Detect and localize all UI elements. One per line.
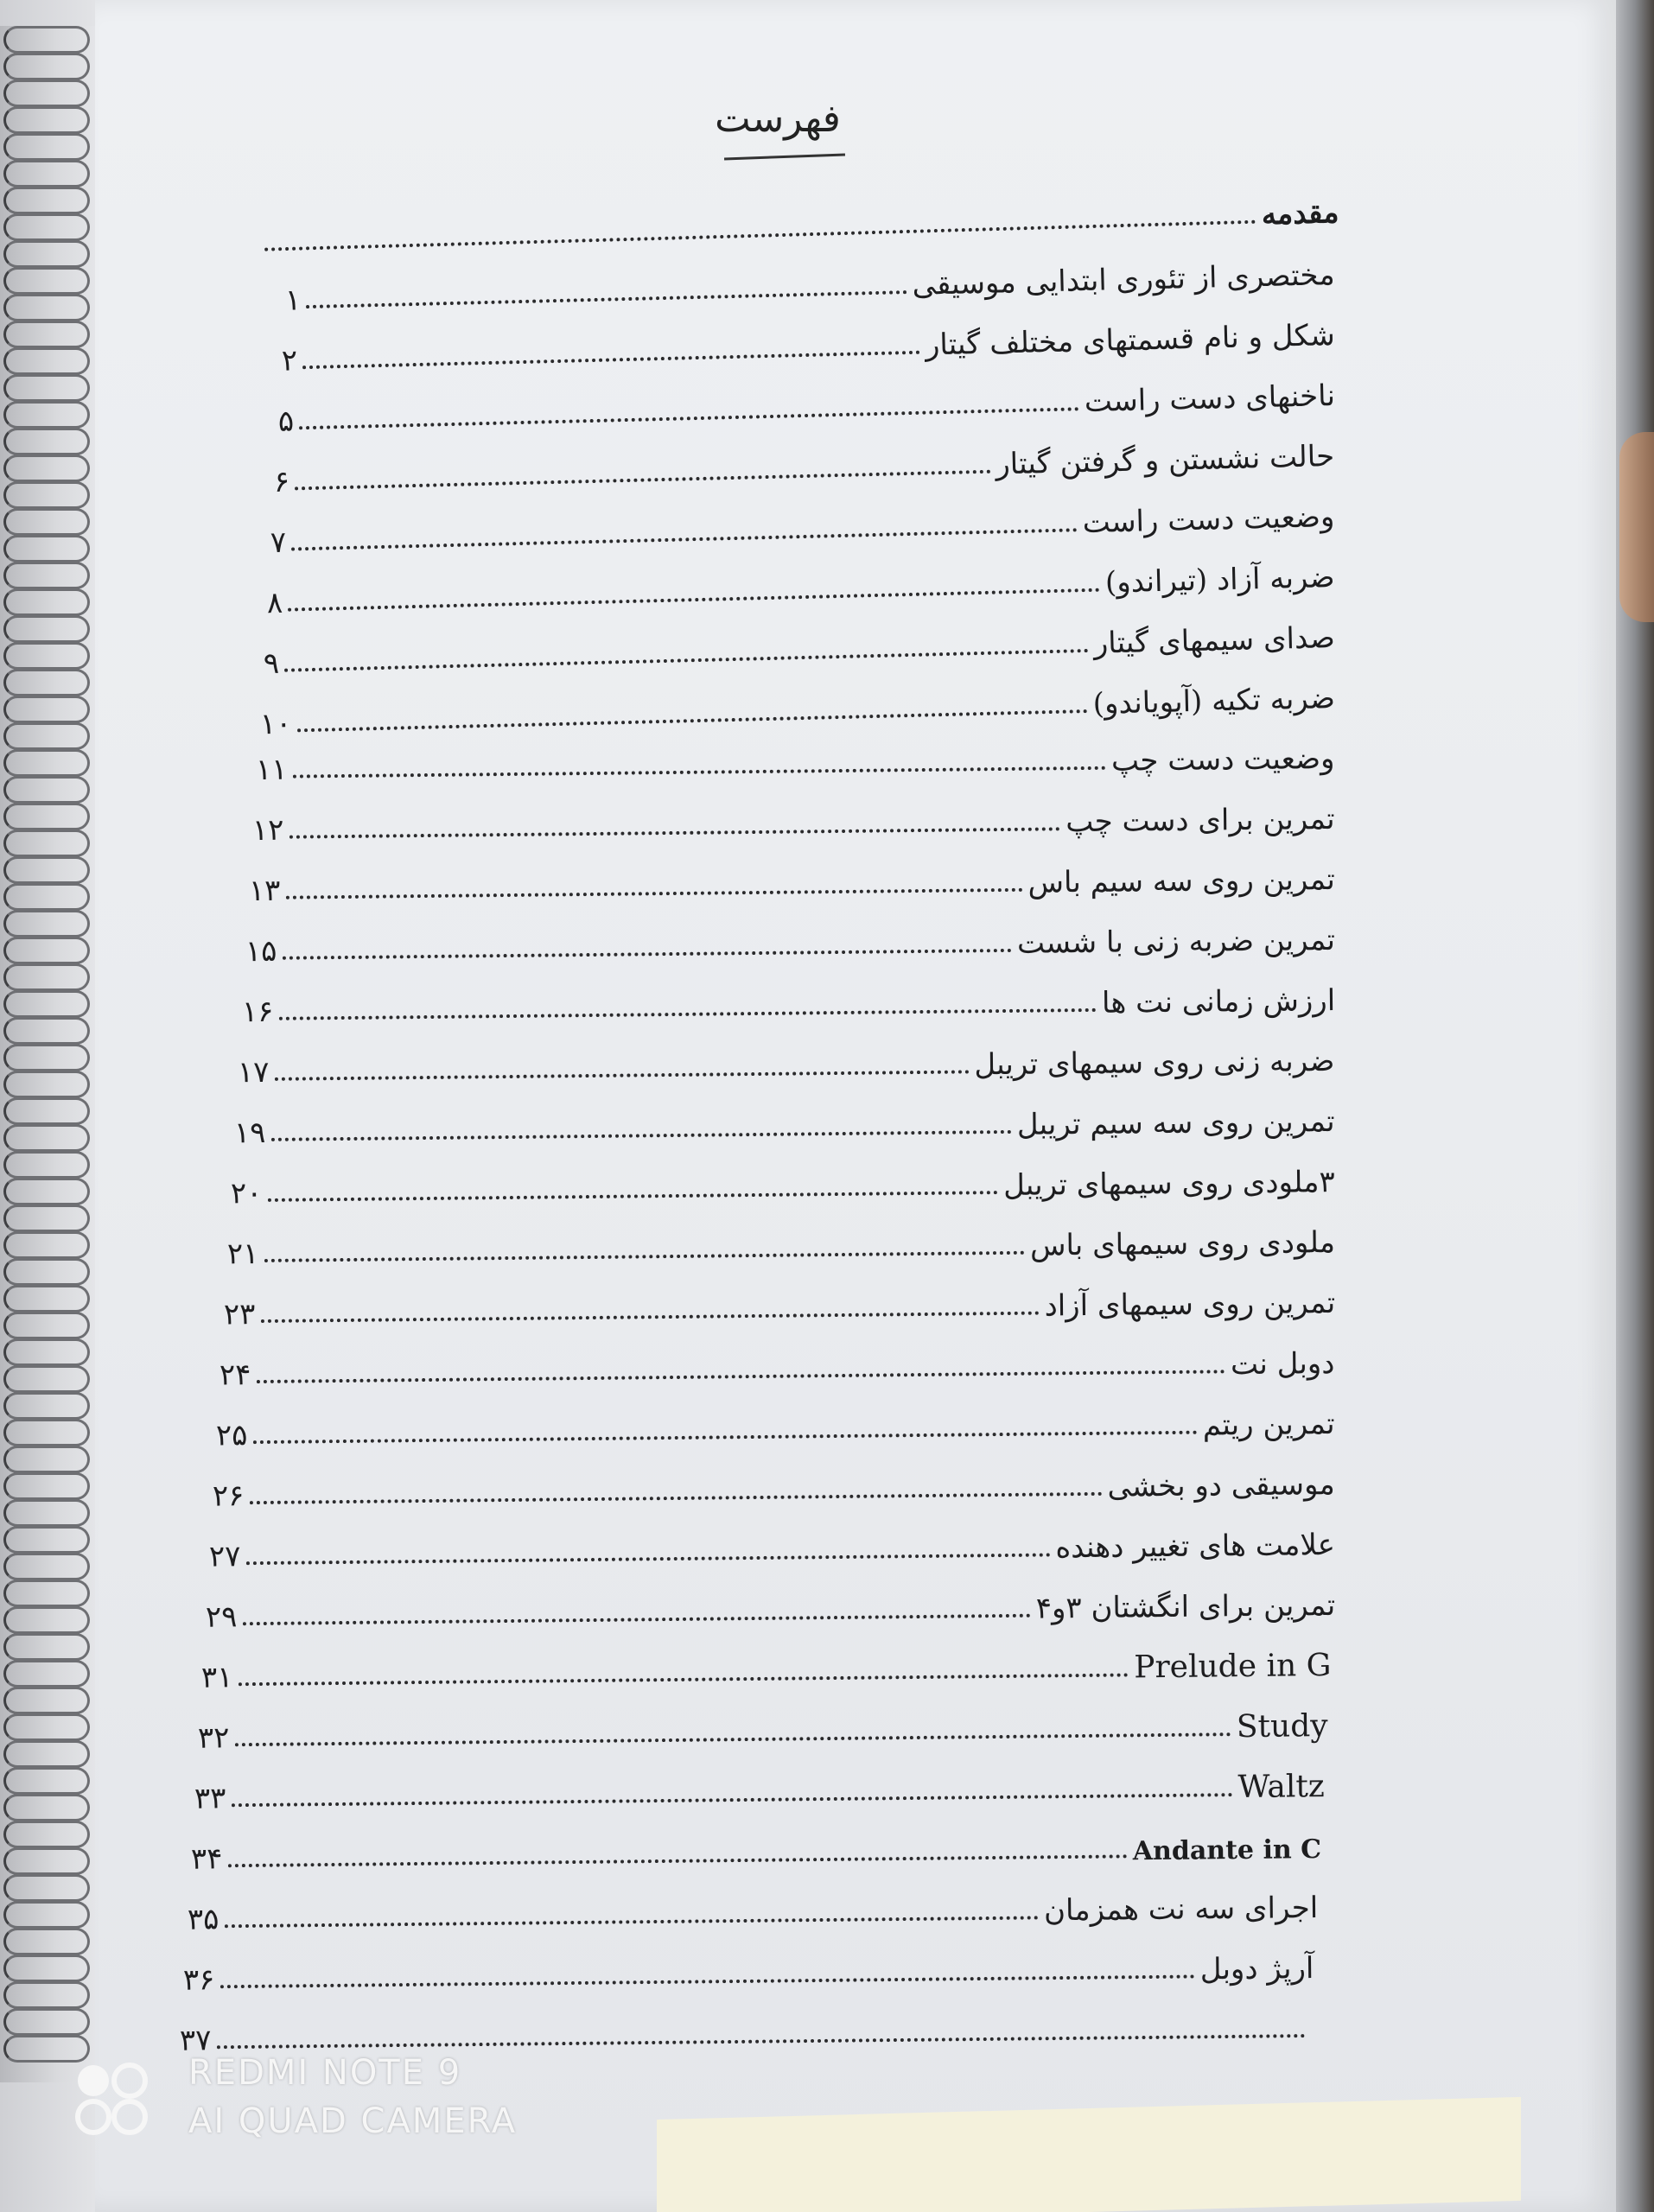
spiral-coil	[3, 830, 90, 857]
spiral-coil	[3, 642, 90, 670]
camera-logo-icon	[69, 2056, 156, 2143]
page-number: ۱۷	[238, 1054, 270, 1090]
spiral-coil	[3, 481, 90, 509]
spiral-coil	[3, 1338, 90, 1366]
page-number: ۱۶	[241, 994, 274, 1030]
toc-entry-title: ناخنهای دست راست	[1083, 378, 1335, 420]
spiral-coil	[3, 1044, 90, 1071]
dot-leader	[278, 1008, 1097, 1020]
dot-leader	[260, 1312, 1039, 1323]
spiral-coil	[3, 1874, 90, 1902]
spiral-coil	[3, 776, 90, 804]
toc-entry-title: ۳ملودی روی سیمهای تریبل	[1002, 1165, 1335, 1204]
toc-entry-title: Andante in C	[1132, 1834, 1321, 1867]
spiral-coil	[3, 1285, 90, 1313]
spiral-coil	[3, 1794, 90, 1821]
spiral-coil	[3, 1740, 90, 1768]
toc-entry-title: شکل و نام قسمتهای مختلف گیتار	[925, 318, 1335, 363]
dot-leader	[245, 1553, 1050, 1565]
toc-entry-title: حالت نشستن و گرفتن گیتار	[996, 439, 1335, 482]
spiral-coil	[3, 347, 90, 375]
dot-leader	[235, 1732, 1232, 1746]
spiral-coil	[3, 1580, 90, 1607]
spiral-coil	[3, 1553, 90, 1580]
spiral-coil	[3, 428, 90, 455]
page-title: فهرست	[715, 97, 841, 141]
page-number: ۲۴	[219, 1357, 251, 1393]
dot-leader	[217, 2034, 1306, 2049]
spiral-coil	[3, 749, 90, 777]
watermark-line-1: REDMI NOTE 9	[188, 2053, 462, 2093]
spiral-coil	[3, 937, 90, 964]
spiral-coil	[3, 1606, 90, 1634]
spiral-coil	[3, 454, 90, 482]
spiral-coil	[3, 1955, 90, 1982]
page-number: ۳۵	[187, 1902, 219, 1937]
spiral-coil	[3, 1124, 90, 1152]
spiral-coil	[3, 1981, 90, 2009]
spiral-coil	[3, 294, 90, 321]
toc-entry-title: ضربه زنی روی سیمهای تریبل	[974, 1044, 1335, 1083]
spiral-coil	[3, 321, 90, 348]
dot-leader	[267, 1191, 998, 1202]
spiral-coil	[3, 374, 90, 402]
toc-entry-title: ضربه تکیه (آپویاندو)	[1091, 681, 1335, 721]
page-number: ۳۴	[190, 1841, 223, 1877]
page-number: ۵	[277, 404, 295, 439]
toc-entry-title: Prelude in G	[1134, 1648, 1332, 1686]
toc-entry-title: تمرین ریتم	[1202, 1407, 1335, 1443]
page-number: ۲۳	[223, 1297, 256, 1332]
dot-leader	[282, 949, 1012, 960]
spiral-coil	[3, 2008, 90, 2036]
page-number: ۲۹	[205, 1599, 238, 1635]
toc-entry-title: تمرین روی سیمهای آزاد	[1043, 1286, 1335, 1324]
page-number: ۱۵	[245, 933, 277, 969]
dot-leader	[227, 1854, 1127, 1867]
toc-entry-title: تمرین روی سه سیم تریبل	[1016, 1104, 1335, 1142]
page-number: ۳۳	[194, 1781, 226, 1816]
page-number: ۶	[273, 464, 291, 499]
spiral-coil	[3, 1365, 90, 1393]
toc-entry-title: صدای سیمهای گیتار	[1093, 620, 1335, 661]
toc-entry-title: علامت های تغییر دهنده	[1054, 1528, 1335, 1566]
spiral-coil	[3, 267, 90, 295]
toc-entry-title: ضربه آزاد (تیراندو)	[1104, 560, 1335, 601]
spiral-coil	[3, 1847, 90, 1875]
page-number: ۲۰	[230, 1176, 263, 1211]
toc-entry-title: Waltz	[1237, 1769, 1325, 1806]
page-number: ۲۱	[226, 1236, 259, 1272]
toc-entry-title: وضعیت دست راست	[1082, 499, 1335, 541]
toc-entry-title: تمرین برای انگشتان ۳و۴	[1035, 1588, 1335, 1626]
dot-leader	[289, 827, 1061, 838]
toc-entry-title: موسیقی دو بخشی	[1107, 1467, 1335, 1504]
page-number: ۱	[284, 283, 302, 318]
toc-entry-title: Study	[1236, 1708, 1328, 1745]
spiral-coil	[3, 856, 90, 884]
spiral-coil	[3, 79, 90, 107]
toc-entry-title: تمرین ضربه زنی با شست	[1016, 923, 1335, 961]
dot-leader	[253, 1431, 1198, 1444]
spiral-coil	[3, 1151, 90, 1179]
page-number: ۳۲	[197, 1720, 230, 1756]
dot-leader	[249, 1492, 1102, 1504]
dot-leader	[285, 888, 1022, 899]
spiral-coil	[3, 133, 90, 161]
spiral-coil	[3, 1446, 90, 1473]
spiral-coil	[3, 53, 90, 80]
dot-leader	[220, 1974, 1195, 1988]
toc-entry-title: تمرین روی سه سیم باس	[1027, 862, 1335, 900]
spiral-coil	[3, 615, 90, 643]
spiral-coil	[3, 562, 90, 589]
spiral-coil	[3, 1231, 90, 1259]
spiral-binding	[0, 26, 95, 2082]
spiral-coil	[3, 1767, 90, 1795]
page-number: ۳۷	[179, 2023, 212, 2058]
spiral-coil	[3, 1499, 90, 1527]
spiral-coil	[3, 588, 90, 616]
page-number: ۸	[266, 585, 283, 621]
page-edge	[1616, 0, 1654, 2212]
spiral-coil	[3, 910, 90, 938]
dot-leader	[231, 1793, 1232, 1807]
dot-leader	[275, 1070, 970, 1080]
spiral-coil	[3, 106, 90, 134]
page-number: ۳۱	[201, 1660, 233, 1695]
spiral-coil	[3, 1633, 90, 1661]
spiral-coil	[3, 1205, 90, 1232]
page-number: ۲۵	[215, 1418, 248, 1453]
spiral-coil	[3, 1660, 90, 1688]
spiral-coil	[3, 401, 90, 429]
spiral-coil	[3, 213, 90, 241]
spiral-coil	[3, 240, 90, 268]
dot-leader	[242, 1614, 1030, 1626]
spiral-coil	[3, 803, 90, 830]
toc-entry-title: تمرین برای دست چپ	[1066, 802, 1335, 840]
spiral-coil	[3, 1097, 90, 1125]
toc-intro-title: مقدمه	[1261, 195, 1339, 232]
page-number: ۱۹	[233, 1115, 266, 1151]
spiral-coil	[3, 1258, 90, 1286]
spiral-coil	[3, 508, 90, 536]
spiral-coil	[3, 1017, 90, 1045]
spiral-coil	[3, 1392, 90, 1420]
spiral-coil	[3, 26, 90, 54]
toc-entry-title: وضعیت دست چپ	[1111, 741, 1335, 779]
spiral-coil	[3, 535, 90, 563]
spiral-coil	[3, 1928, 90, 1955]
page-number: ۱۲	[251, 812, 284, 849]
spiral-coil	[3, 1713, 90, 1741]
page-number: ۱۳	[248, 873, 281, 909]
spiral-coil	[3, 1071, 90, 1098]
dot-leader	[257, 1370, 1226, 1383]
page-number: ۳۶	[183, 1962, 215, 1998]
dot-leader	[293, 766, 1107, 779]
spiral-coil	[3, 722, 90, 750]
spiral-coil	[3, 696, 90, 723]
spiral-coil	[3, 883, 90, 911]
spiral-coil	[3, 1312, 90, 1339]
spiral-coil	[3, 1687, 90, 1714]
spiral-coil	[3, 963, 90, 991]
toc-entry-title: مختصری از تئوری ابتدایی موسیقی	[912, 257, 1335, 302]
spiral-coil	[3, 1901, 90, 1929]
page-number: ۱۱	[256, 752, 288, 788]
toc-entry-title: آرپژ دوبل	[1199, 1951, 1314, 1987]
spiral-coil	[3, 160, 90, 188]
dot-leader	[271, 1130, 1013, 1141]
spiral-coil	[3, 1526, 90, 1554]
page-number: ۷	[270, 524, 287, 561]
spiral-coil	[3, 187, 90, 214]
finger	[1619, 432, 1654, 622]
spiral-coil	[3, 1472, 90, 1500]
spiral-coil	[3, 1178, 90, 1205]
page-number: ۱۰	[258, 706, 292, 742]
toc-entry-title: دوبل نت	[1231, 1346, 1335, 1382]
page-number: ۲۶	[212, 1478, 245, 1514]
spiral-coil	[3, 990, 90, 1018]
toc-entry-title: ملودی روی سیمهای باس	[1029, 1225, 1335, 1263]
dot-leader	[239, 1673, 1129, 1686]
toc-entry-title: اجرای سه نت همزمان	[1043, 1891, 1318, 1929]
dot-leader	[264, 1251, 1025, 1262]
spiral-coil	[3, 1821, 90, 1848]
spiral-coil	[3, 1419, 90, 1446]
page-number: ۲۷	[208, 1539, 241, 1574]
page-number: ۹	[263, 645, 280, 682]
toc-entry-title: ارزش زمانی نت ها	[1101, 983, 1335, 1020]
spiral-coil	[3, 669, 90, 696]
dot-leader	[224, 1916, 1039, 1928]
watermark-line-2: AI QUAD CAMERA	[188, 2101, 518, 2141]
page-number: ۲	[281, 343, 298, 378]
